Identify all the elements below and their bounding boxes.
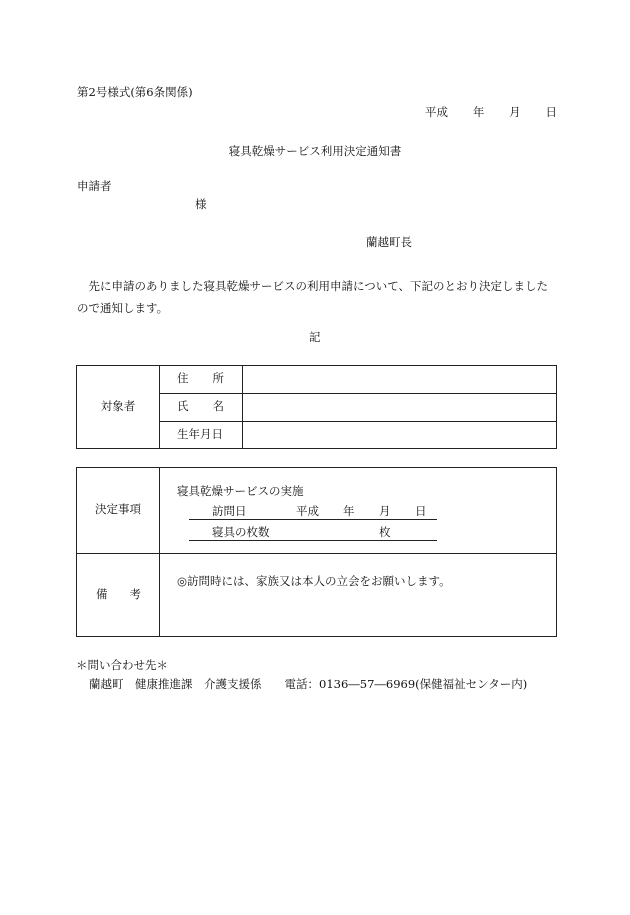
visit-month: 月 [379,504,391,518]
visit-day: 日 [415,504,427,518]
body-text: 先に申請のありました寝具乾燥サービスの利用申請について、下記のとおり決定しましたので通知します。 [77,279,549,315]
remarks-text: ◎訪問時には、家族又は本人の立会をお願いします。 [177,574,451,588]
count-unit: 枚 [379,525,391,539]
issuer: 蘭越町長 [366,235,412,249]
header-date [425,104,557,120]
visit-label: 訪問日 [212,504,247,518]
date-year: 年 [472,105,485,119]
visit-year: 年 [343,504,355,518]
ki-heading: 記 [309,330,321,344]
visit-underline [189,519,437,520]
name-label: 氏 名 [177,399,224,413]
subject-group-label: 対象者 [100,399,136,413]
document-title: 寝具乾燥サービス利用決定通知書 [228,144,402,158]
applicant-label: 申請者 [77,179,112,193]
decision-label: 決定事項 [95,502,141,516]
contact-line: 蘭越町 健康推進課 介護支援係 電話：0136―57―6969(保健福祉センター内) [89,677,528,691]
birthdate-label: 生年月日 [177,427,223,441]
date-day: 日 [545,105,557,119]
contact-heading: ＊問い合わせ先＊ [76,658,168,672]
date-era: 平成 [425,105,448,119]
date-month: 月 [509,105,521,119]
remarks-label: 備 考 [96,587,141,601]
visit-era: 平成 [296,504,319,518]
decision-table [76,467,557,637]
address-label: 住 所 [177,371,224,385]
form-number: 第2号様式(第6条関係) [77,85,193,99]
decision-title: 寝具乾燥サービスの実施 [177,484,304,498]
count-underline [189,540,437,541]
count-label: 寝具の枚数 [212,525,270,539]
applicant-honorific: 様 [195,197,207,211]
